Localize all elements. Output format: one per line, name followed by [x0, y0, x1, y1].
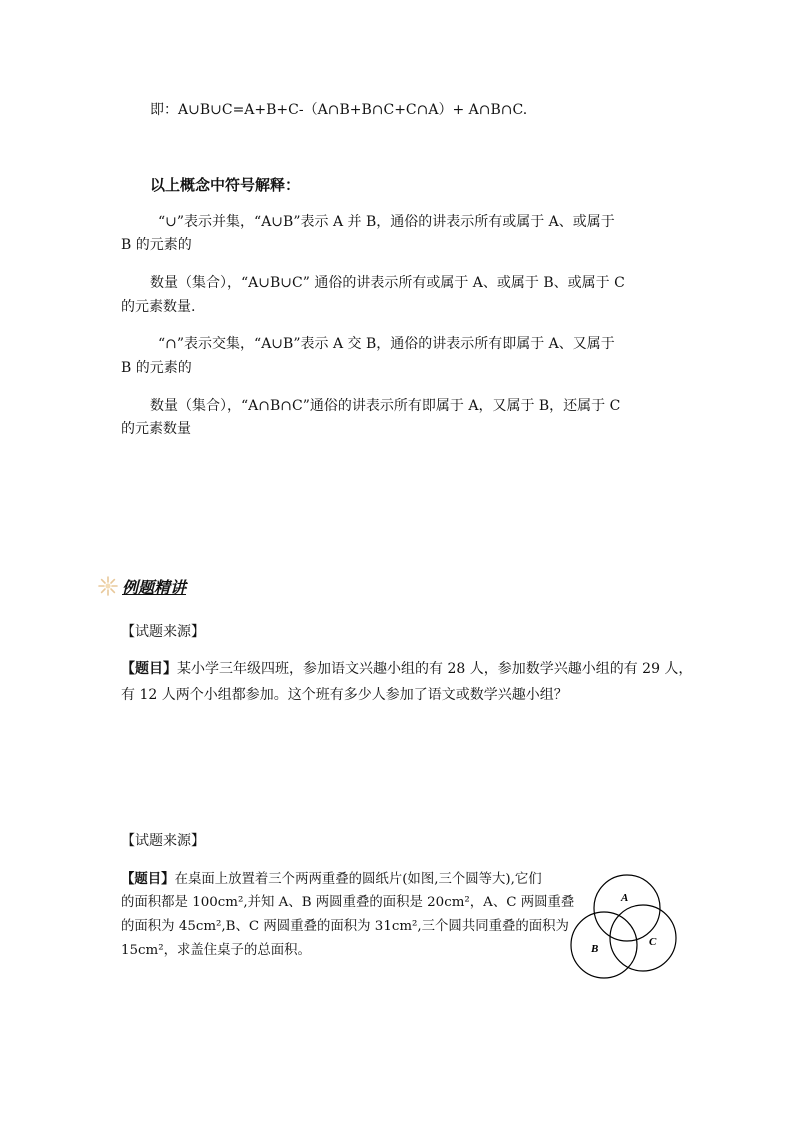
venn-label-a: A: [621, 892, 629, 904]
venn-label-b: B: [591, 943, 599, 955]
intersection-line-4: 的元素数量: [121, 421, 191, 437]
formula-prefix: 即：: [150, 102, 178, 118]
problem2-line-2: 的面积都是 100cm²,并知 A、B 两圆重叠的面积是 20cm²，A、C 两圆重叠: [121, 895, 575, 910]
intersection-line-3: 数量（集合），“A∩B∩C”通俗的讲表示所有即属于 A，又属于 B，还属于 C: [150, 398, 621, 414]
venn-circle-a: [594, 875, 660, 941]
intersection-line-2: B 的元素的: [121, 360, 192, 376]
union-line-3: 数量（集合），“A∪B∪C” 通俗的讲表示所有或属于 A、或属于 B、或属于 C: [150, 275, 625, 291]
union-line-2: B 的元素的: [121, 237, 192, 253]
explanation-heading: 以上概念中符号解释：: [150, 176, 301, 194]
formula-line: [150, 100, 527, 120]
union-line-4: 的元素数量.: [121, 299, 196, 315]
problem2-label: 【题目】: [121, 871, 175, 887]
problem2-line-4: 15cm²，求盖住桌子的总面积。: [121, 943, 311, 958]
intersection-line-1: “∩”表示交集，“A∪B”表示 A 交 B，通俗的讲表示所有即属于 A、又属于: [158, 336, 615, 352]
sun-flower-icon: [97, 575, 119, 601]
venn-label-c: C: [649, 936, 657, 948]
problem2-line-3: 的面积为 45cm²,B、C 两圆重叠的面积为 31cm²,三个圆共同重叠的面积为: [121, 919, 569, 934]
example-section-title: 例题精讲: [122, 578, 187, 597]
problem1-line-2: 有 12 人两个小组都参加。这个班有多少人参加了语文或数学兴趣小组？: [121, 687, 568, 703]
problem1-line-1: [121, 659, 692, 679]
problem2-text-1: 在桌面上放置着三个两两重叠的圆纸片(如图,三个圆等大),它们: [174, 872, 542, 887]
problem1-label: 【题目】: [121, 661, 177, 677]
formula-expression: A∪B∪C=A+B+C-（A∩B+B∩C+C∩A）+ A∩B∩C.: [178, 102, 528, 118]
union-line-1: “∪”表示并集，“A∪B”表示 A 并 B，通俗的讲表示所有或属于 A、或属于: [158, 214, 615, 230]
problem1-text-1: 某小学三年级四班，参加语文兴趣小组的有 28 人，参加数学兴趣小组的有 29 人，: [177, 661, 693, 677]
venn-diagram: [565, 868, 685, 988]
problem1-source: 【试题来源】: [121, 624, 205, 640]
venn-circle-b: [571, 912, 637, 978]
venn-circle-c: [610, 905, 676, 971]
problem2-source: 【试题来源】: [121, 833, 205, 849]
problem2-line-1: [121, 869, 542, 890]
